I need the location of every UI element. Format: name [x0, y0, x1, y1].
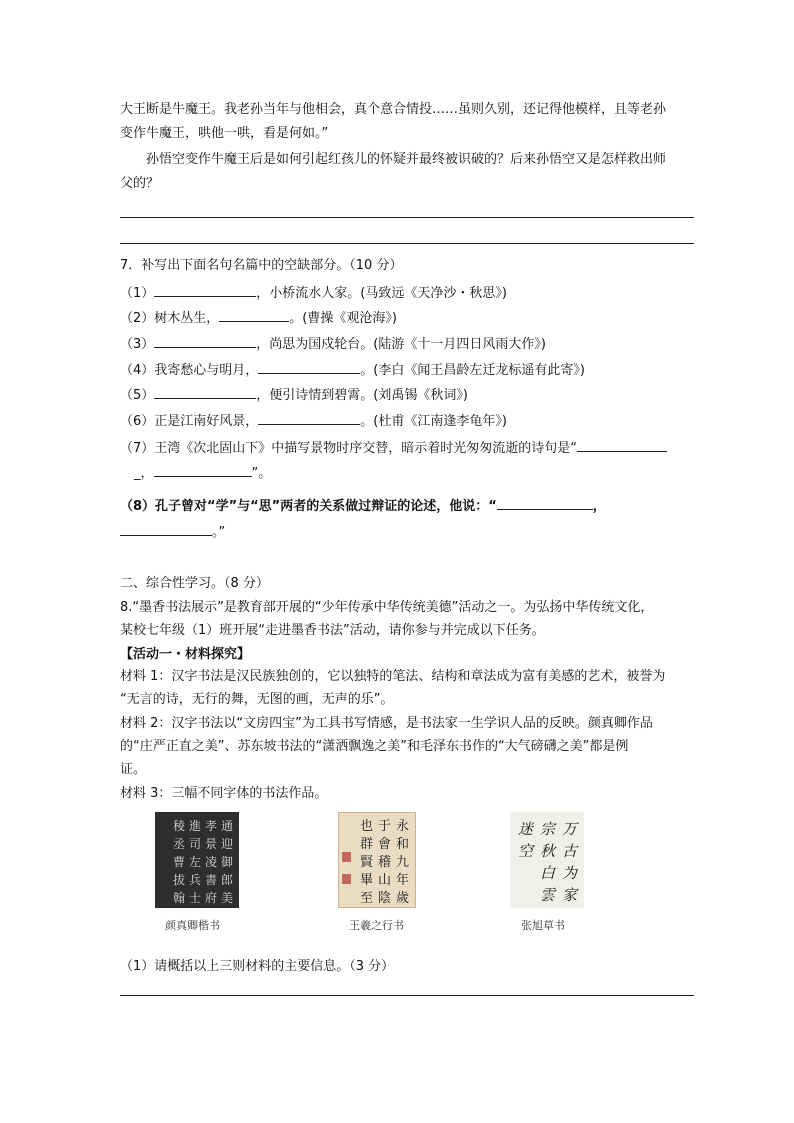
calligraphy-glyph: 凌 [205, 855, 218, 869]
calligraphy-image-xingshu [338, 812, 416, 908]
q7-item-4: （4）我寄愁心与明月， 。(李白《闻王昌龄左迁龙标遥有此寄》) [120, 359, 585, 381]
calligraphy-glyph: 會 [378, 837, 392, 852]
fill-blank[interactable] [258, 410, 360, 425]
calligraphy-glyph: 山 [378, 873, 392, 888]
calligraphy-glyph: 稜 [173, 819, 186, 833]
fill-blank[interactable] [258, 359, 360, 374]
answer-line[interactable] [120, 995, 694, 996]
calligraphy-glyph: 賢 [360, 855, 374, 870]
calligraphy-glyph: 畢 [360, 873, 374, 888]
calligraphy-glyph: 郎 [221, 873, 234, 887]
calligraphy-glyph: 拔 [173, 873, 186, 887]
answer-line[interactable] [120, 243, 694, 244]
passage-line-1: 大王断是牛魔王。我老孙当年与他相会，真个意合情投……虽则久别，还记得他模样，且等老孙 [120, 102, 667, 117]
material-3: 材料 3：三幅不同字体的书法作品。 [120, 786, 328, 801]
material-2-line-3: 证。 [120, 762, 147, 777]
calligraphy-glyph: 進 [189, 819, 202, 833]
fill-blank[interactable] [219, 307, 289, 322]
calligraphy-glyph: 曹 [173, 855, 186, 869]
calligraphy-glyph: 通 [221, 819, 234, 833]
caption-kaishu: 颜真卿楷书 [165, 919, 220, 932]
calligraphy-glyph: 九 [396, 855, 410, 870]
xingshu-scroll [338, 812, 416, 908]
calligraphy-glyph: 也 [360, 819, 374, 834]
calligraphy-glyph: 群 [360, 837, 374, 852]
q7-item-8-line-2: 。” [120, 521, 225, 543]
q7-item-7-line-1: （7）王湾《次北固山下》中描写景物时序交替，暗示着时光匆匆流逝的诗句是“ [120, 437, 667, 459]
calligraphy-glyph: 陰 [378, 891, 392, 906]
calligraphy-glyph: 至 [360, 891, 374, 906]
calligraphy-glyph: 翰 [173, 891, 186, 905]
calligraphy-glyph: 白 [540, 864, 556, 882]
calligraphy-image-caoshu [510, 812, 584, 908]
fill-blank[interactable] [120, 521, 212, 536]
calligraphy-glyph: 書 [205, 873, 218, 887]
kaishu-rubbing [155, 812, 239, 908]
calligraphy-glyph: 和 [396, 837, 410, 852]
calligraphy-glyph: 于 [378, 819, 392, 834]
calligraphy-glyph: 府 [205, 891, 218, 905]
passage-line-2: 变作牛魔王，哄他一哄，看是何如。” [120, 126, 329, 141]
caption-caoshu: 张旭草书 [521, 919, 565, 932]
question-8-line-2: 某校七年级（1）班开展“走进墨香书法”活动，请你参与并完成以下任务。 [120, 623, 545, 638]
material-1-line-2: “无言的诗，无行的舞，无图的画，无声的乐”。 [120, 692, 394, 707]
section-2-title: 二、综合性学习。（8 分） [120, 576, 269, 591]
fill-blank[interactable] [154, 462, 252, 477]
calligraphy-glyph: 迷 [518, 820, 534, 838]
calligraphy-glyph: 御 [221, 855, 234, 869]
calligraphy-image-kaishu [155, 812, 239, 908]
calligraphy-glyph: 空 [518, 842, 534, 860]
fill-blank[interactable] [154, 384, 256, 399]
calligraphy-glyph: 永 [396, 819, 410, 834]
calligraphy-glyph: 秋 [540, 842, 556, 860]
calligraphy-glyph: 宗 [540, 820, 556, 838]
calligraphy-glyph: 司 [189, 837, 202, 851]
question-6-line-1: 孙悟空变作牛魔王后是如何引起红孩儿的怀疑并最终被识破的？后来孙悟空又是怎样救出师 [146, 152, 667, 167]
calligraphy-glyph: 士 [189, 891, 202, 905]
question-8-line-1: 8.“墨香书法展示”是教育部开展的“少年传承中华传统美德”活动之一。为弘扬中华传统文化， [120, 600, 654, 615]
q7-item-1: （1） ，小桥流水人家。(马致远《天净沙・秋思》) [120, 282, 507, 304]
fill-blank[interactable] [497, 495, 593, 510]
fill-blank[interactable] [577, 437, 667, 452]
caption-xingshu: 王羲之行书 [349, 919, 404, 932]
calligraphy-glyph: 丞 [173, 837, 186, 851]
calligraphy-glyph: 万 [562, 820, 578, 838]
calligraphy-glyph: 稽 [378, 855, 392, 870]
q7-item-6: （6）正是江南好风景， 。(杜甫《江南逢李龟年》) [120, 410, 507, 432]
q7-item-2: （2）树木丛生， 。(曹操《观沧海》) [120, 307, 397, 329]
calligraphy-glyph: 年 [396, 873, 410, 888]
fill-blank[interactable] [154, 333, 256, 348]
question-6-line-2: 父的？ [120, 176, 160, 191]
material-2-line-2: 的“庄严正直之美”、苏东坡书法的“潇洒飘逸之美”和毛泽东书作的“大气磅礴之美”都是例 [120, 739, 629, 754]
calligraphy-glyph: 迎 [221, 837, 234, 851]
caoshu-work [510, 812, 584, 908]
calligraphy-glyph: 为 [562, 864, 578, 882]
calligraphy-glyph: 兵 [189, 873, 202, 887]
calligraphy-glyph: 歲 [396, 891, 410, 906]
calligraphy-glyph: 景 [205, 837, 218, 851]
calligraphy-glyph: 家 [562, 886, 578, 904]
fill-blank[interactable] [154, 282, 256, 297]
calligraphy-glyph: 雲 [540, 886, 556, 904]
activity-heading: 【活动一・材料探究】 [120, 647, 251, 662]
sub-question-1: （1）请概括以上三则材料的主要信息。（3 分） [120, 959, 395, 974]
material-2-line-1: 材料 2：汉字书法以“文房四宝”为工具书写情感，是书法家一生学识人品的反映。颜真卿作品 [120, 716, 653, 731]
answer-line[interactable] [120, 217, 694, 218]
q7-item-8-line-1: （8）孔子曾对“学”与“思”两者的关系做过辩证的论述，他说：“ ， [120, 495, 606, 517]
calligraphy-glyph: 左 [189, 855, 202, 869]
material-1-line-1: 材料 1：汉字书法是汉民族独创的，它以独特的笔法、结构和章法成为富有美感的艺术，被誉为 [120, 669, 666, 684]
q7-item-3: （3） ，尚思为国戍轮台。(陆游《十一月四日风雨大作》) [120, 333, 546, 355]
calligraphy-glyph: 美 [221, 891, 234, 905]
calligraphy-glyph: 孝 [205, 819, 218, 833]
q7-item-7-line-2: _， ”。 [134, 462, 271, 484]
question-7-title: 7．补写出下面名句名篇中的空缺部分。（10 分） [120, 258, 403, 273]
calligraphy-glyph: 古 [562, 842, 578, 860]
q7-item-5: （5） ，便引诗情到碧霄。(刘禹锡《秋词》) [120, 384, 468, 406]
